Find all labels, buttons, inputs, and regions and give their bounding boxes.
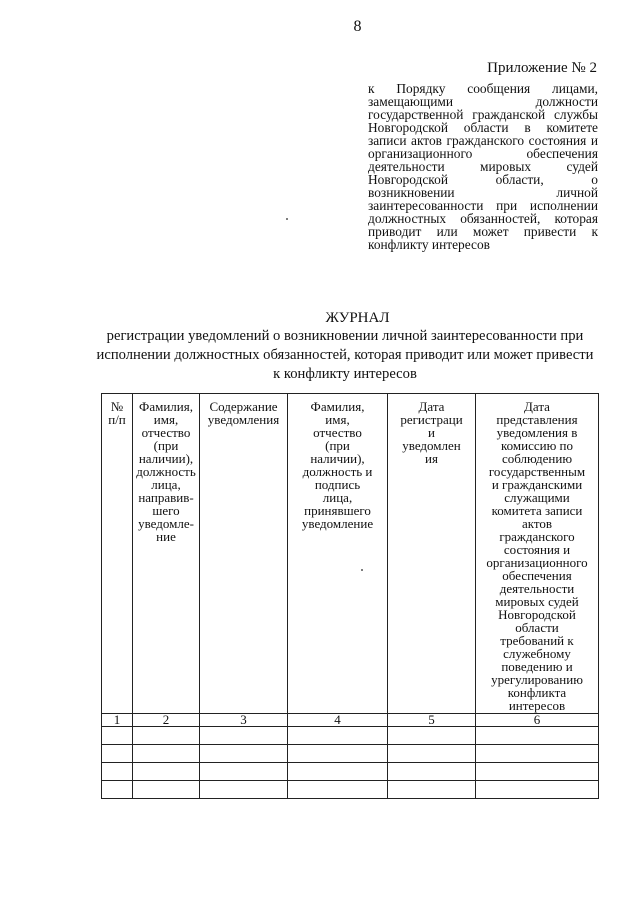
table-cell bbox=[133, 781, 200, 799]
table-cell bbox=[388, 781, 476, 799]
appendix-title: Приложение № 2 bbox=[487, 60, 597, 76]
journal-subtitle: регистрации уведомлений о возникновении личной заинтересованности при исполнении должностных обязанностей, которая приводит или может привести к конфликту интересов bbox=[96, 328, 594, 382]
table-cell bbox=[476, 781, 599, 799]
table-row bbox=[102, 745, 599, 763]
table-cell bbox=[388, 763, 476, 781]
table-cell bbox=[102, 727, 133, 745]
table-cell bbox=[102, 763, 133, 781]
column-number: 2 bbox=[133, 714, 200, 727]
table-row bbox=[102, 727, 599, 745]
column-number: 1 bbox=[102, 714, 133, 727]
table-cell bbox=[388, 727, 476, 745]
column-header-number: № п/п bbox=[102, 394, 133, 714]
scan-speck bbox=[361, 569, 363, 571]
journal-table bbox=[101, 393, 599, 799]
table-cell bbox=[102, 745, 133, 763]
table-cell bbox=[388, 745, 476, 763]
table-cell bbox=[288, 745, 388, 763]
column-number: 5 bbox=[388, 714, 476, 727]
table-cell bbox=[102, 781, 133, 799]
table-row bbox=[102, 781, 599, 799]
table-cell bbox=[476, 763, 599, 781]
table-cell bbox=[200, 727, 288, 745]
column-number: 4 bbox=[288, 714, 388, 727]
table-cell bbox=[288, 727, 388, 745]
table-cell bbox=[133, 763, 200, 781]
column-header-registration-date: Дата регистраци и уведомлен ия bbox=[388, 394, 476, 714]
column-header-commission-date: Дата представления уведомления в комиссию по соблюдению государственным и гражданскими служащими комитета записи актов гражданского состояния и организационного обеспечения деятельности мировых судей Новгородской области требований к служебному поведению и урегулированию конфликта интересов bbox=[476, 394, 599, 714]
table-cell bbox=[200, 781, 288, 799]
table-cell bbox=[200, 763, 288, 781]
table-cell bbox=[133, 727, 200, 745]
table-cell bbox=[133, 745, 200, 763]
table-cell bbox=[288, 763, 388, 781]
column-header-sender: Фамилия, имя, отчество (при наличии), должность лица, направив- шего уведомле- ние bbox=[133, 394, 200, 714]
journal-title: ЖУРНАЛ bbox=[325, 310, 390, 326]
column-number: 3 bbox=[200, 714, 288, 727]
table-header-row bbox=[102, 394, 599, 714]
appendix-body: к Порядку сообщения лицами, замещающими должности государственной гражданской службы Новгородской области в комитете записи актов гражданского состояния и организационного обеспечения деятельности мировых судей Новгородской области, о возникновении личной заинтересованности при исполнении должностных обязанностей, которая приводит или может привести к конфликту интересов bbox=[368, 81, 598, 252]
column-number: 6 bbox=[476, 714, 599, 727]
column-header-content: Содержание уведомления bbox=[200, 394, 288, 714]
page-number: 8 bbox=[353, 18, 362, 35]
scan-speck bbox=[286, 218, 288, 220]
column-number-row bbox=[102, 714, 599, 727]
table-cell bbox=[476, 727, 599, 745]
table-row bbox=[102, 763, 599, 781]
table-cell bbox=[200, 745, 288, 763]
table-cell bbox=[476, 745, 599, 763]
column-header-receiver: Фамилия, имя, отчество (при наличии), должность и подпись лица, принявшего уведомление bbox=[288, 394, 388, 714]
table-cell bbox=[288, 781, 388, 799]
